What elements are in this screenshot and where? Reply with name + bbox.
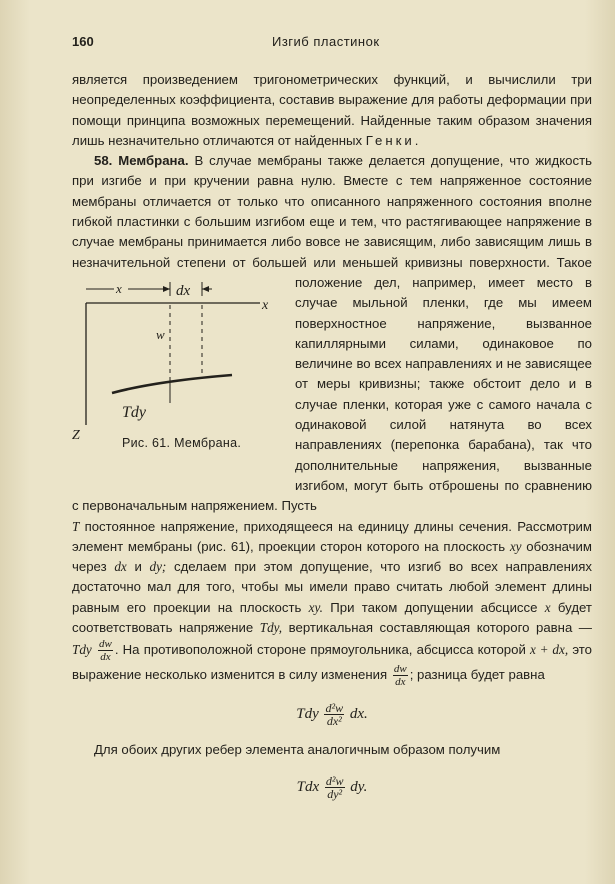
label-x-left: x (116, 280, 122, 296)
author-name: Генки. (365, 132, 422, 148)
section-number: 58. (94, 153, 113, 169)
paragraph-3: Для обоих других ребер элемента аналогичным образом получим (94, 742, 501, 758)
section-58-continued: T постоянное напряжение, приходящееся на единицу длины сечения. Рассмотрим элемент мембраны (рис. 61), проекции сторон которого на плоскость xy обозначим через dx и dy; сделаем при этом допущение, что изгиб во всех направлениях достаточно мал для того, чтобы мы имели право считать любой элемент длины равным его проекции на плоскость xy. При таком допущении абсциссе x будет соответствовать напряжение Tdy, вертикальная составляющая которого равна — Tdy $\frac{dw}{dx}$ . На противоположной стороне прямоугольника, абсцисса которой x + dx, это выражение несколько изменится в силу изменения $\frac{dw}{dx}$ ; разница будет равна (72, 518, 592, 689)
label-w: w (156, 326, 165, 342)
paragraph-continued: является произведением тригонометрических функций, и вычислили три неопределенных коэффициента, составив выражение для работы деформации при помощи принципа возможных перемещений. Найденные таким образом значения лишь незначительно отличаются от найденных Генки. (72, 72, 592, 148)
label-dx: dx (176, 282, 191, 299)
page-number: 160 (72, 34, 94, 49)
figure-61 (72, 273, 287, 487)
label-tdy: Tdy (122, 403, 146, 421)
page-header (72, 34, 592, 54)
fraction-dw-dx-2: $\frac{dw}{dx}$ (393, 663, 407, 689)
body-text (72, 70, 592, 813)
formula-1: Tdy $\frac{\text{d²w}}{\text{dx²}}$ dx. (296, 701, 368, 729)
fraction-dw-dx: $\frac{dw}{dx}$ (98, 638, 112, 664)
section-title: Мембрана. (118, 153, 189, 169)
running-title: Изгиб пластинок (272, 34, 380, 49)
label-x-axis: x (262, 297, 269, 313)
formula-2: Tdx $\frac{\text{d²w}}{\text{dy²}}$ dy. (296, 773, 368, 801)
figure-caption: Рис. 61. Мембрана. (122, 435, 242, 450)
membrane-diagram (72, 279, 287, 459)
label-z-axis: Z (72, 427, 80, 443)
section-58: 58. Мембрана. В случае мембраны также делается допущение, что жидкость при изгибе и при кручении равна нулю. Вместе с тем напряженное состояние мембраны отличается от только что описанного напряженного состояния вполне гибкой пластинки с большим изгибом еще и тем, что растягивающее напряжение в случае мембраны принимается либо вовсе не зависящим, либо зависящим лишь в незначительной степени от большей или меньшей кривизны поверхности. Такое положение x dx x Z w Tdy Рис. 61. Мембрана. дел, например, имеет место в случае мыльной пленки, где мы имеем поверхностное напряжение, вызванное капиллярными силами, одинаковое по величине во всех направлениях и не зависящее от меры кривизны; также обстоит дело и в случае пленки, которая уже с самого начала с одинаковой силой натянута во всех направлениях (перепонка барабана), так что дополнительные напряжения, вызванные изгибом, могут быть отброшены по сравнению с первоначальным напряжением. Пусть (72, 153, 592, 514)
